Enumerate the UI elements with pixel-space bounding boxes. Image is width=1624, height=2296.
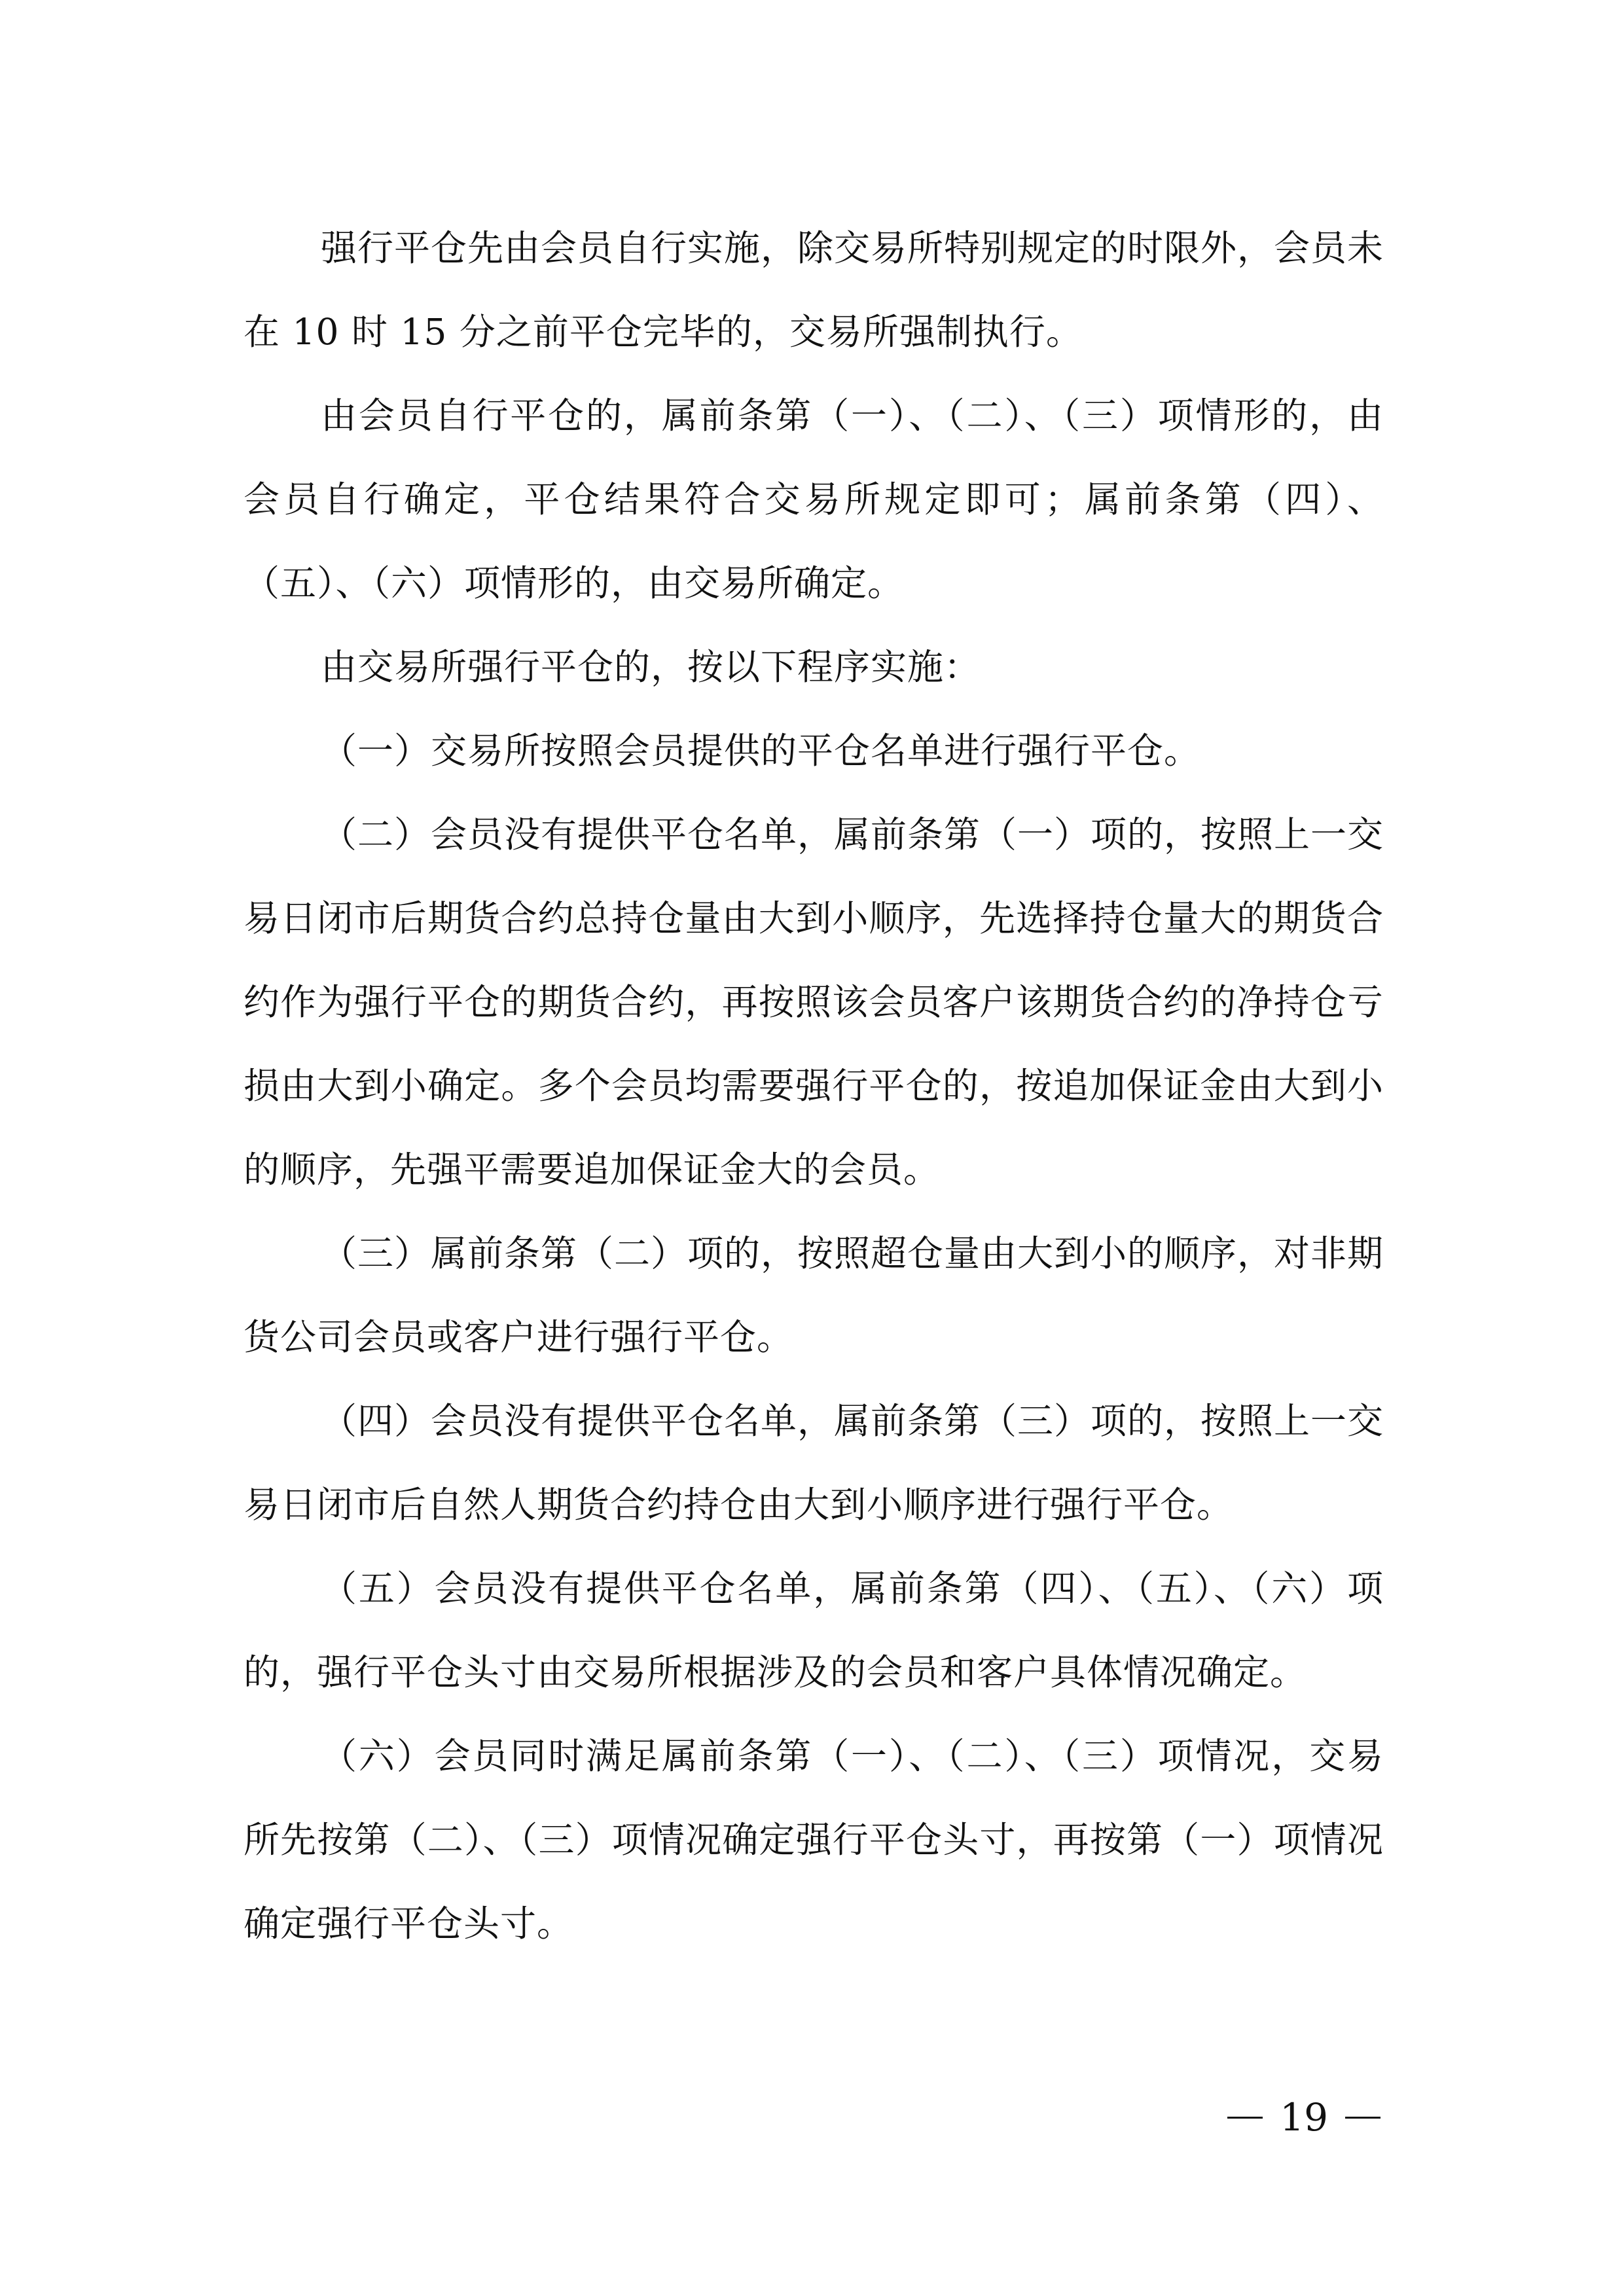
paragraph-procedure-item-1: （一）交易所按照会员提供的平仓名单进行强行平仓。 (321, 730, 1201, 772)
paragraph-procedure-item-4: （四）会员没有提供平仓名单，属前条第（三）项的，按照上一交易日闭市后自然人期货合约持仓由大到小顺序进行强行平仓。 (244, 1400, 1384, 1526)
page-footer (1227, 2091, 1380, 2144)
paragraph-forced-liquidation-member-first: 强行平仓先由会员自行实施，除交易所特别规定的时限外，会员未在 10 时 15 分之前平仓完毕的，交易所强制执行。 (244, 227, 1384, 353)
paragraph-procedure-item-6: （六）会员同时满足属前条第（一）、（二）、（三）项情况，交易所先按第（二）、（三）项情况确定强行平仓头寸，再按第（一）项情况确定强行平仓头寸。 (244, 1735, 1384, 1945)
paragraph-procedure-item-3: （三）属前条第（二）项的，按照超仓量由大到小的顺序，对非期货公司会员或客户进行强行平仓。 (244, 1232, 1384, 1358)
footer-right-dash (1345, 2117, 1380, 2119)
footer-left-dash (1227, 2117, 1263, 2119)
paragraph-procedure-item-2: （二）会员没有提供平仓名单，属前条第（一）项的，按照上一交易日闭市后期货合约总持仓量由大到小顺序，先选择持仓量大的期货合约作为强行平仓的期货合约，再按照该会员客户该期货合约的净持仓亏损由大到小确定。多个会员均需要强行平仓的，按追加保证金由大到小的顺序，先强平需要追加保证金大的会员。 (244, 814, 1384, 1191)
paragraph-exchange-procedure-intro: 由交易所强行平仓的，按以下程序实施： (321, 646, 981, 688)
document-body (244, 206, 1384, 1965)
page-number: 19 (1280, 2095, 1328, 2140)
paragraph-member-self-liquidation: 由会员自行平仓的，属前条第（一）、（二）、（三）项情形的，由会员自行确定，平仓结果符合交易所规定即可；属前条第（四）、（五）、（六）项情形的，由交易所确定。 (244, 395, 1384, 604)
paragraph-procedure-item-5: （五）会员没有提供平仓名单，属前条第（四）、（五）、（六）项的，强行平仓头寸由交易所根据涉及的会员和客户具体情况确定。 (244, 1568, 1384, 1693)
